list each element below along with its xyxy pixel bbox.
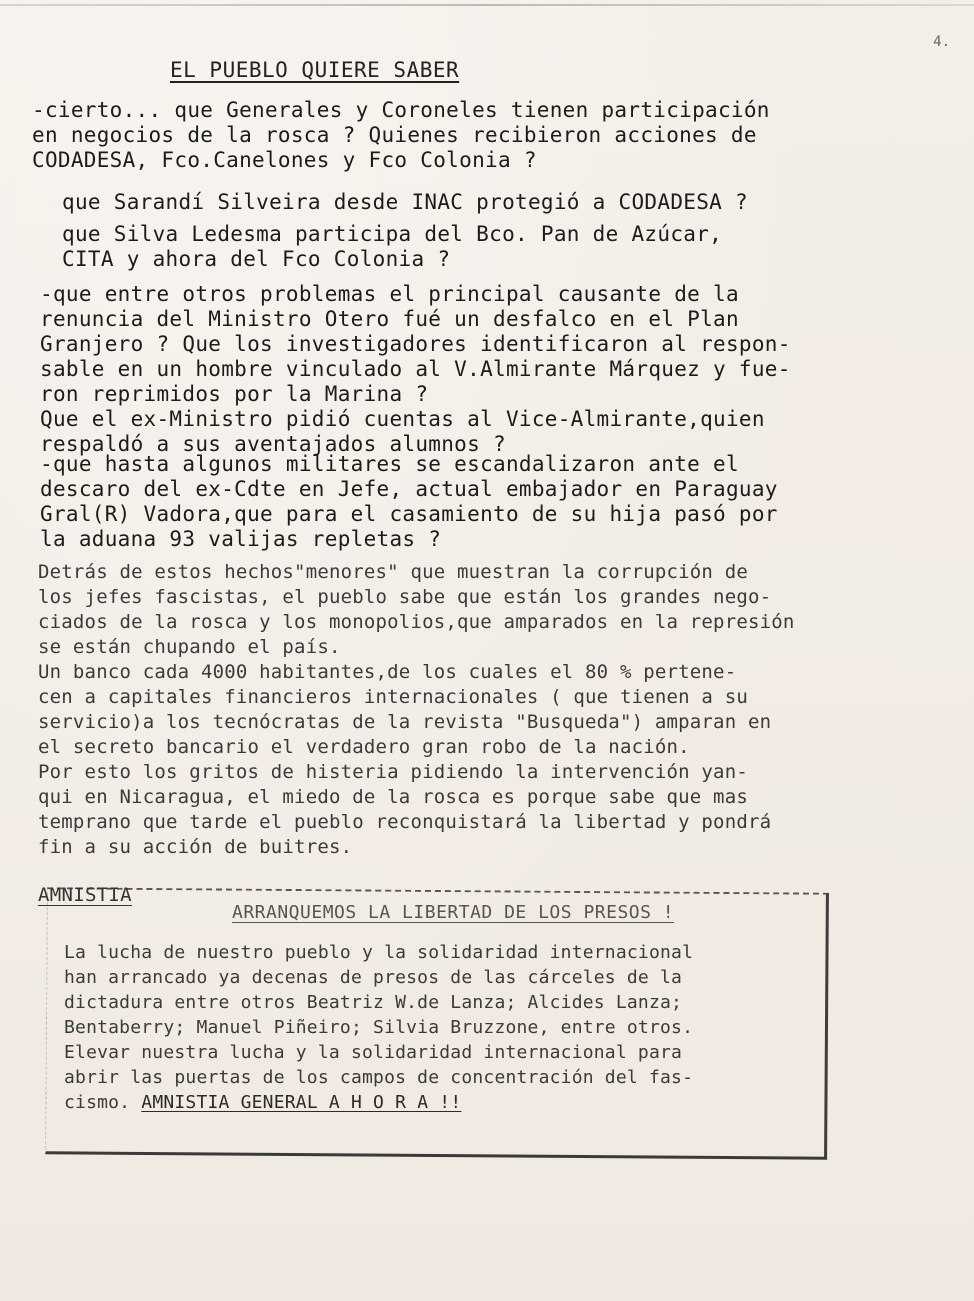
text-line: que Silva Ledesma participa del Bco. Pan de Azúcar, — [62, 222, 723, 246]
body-paragraph — [38, 560, 795, 860]
text-line: dictadura entre otros Beatriz W.de Lanza; Alcides Lanza; — [64, 992, 683, 1013]
amnesty-call-to-action: AMNISTIA GENERAL A H O R A !! — [141, 1092, 462, 1113]
question-paragraph-3 — [62, 222, 722, 272]
question-paragraph-5 — [40, 452, 778, 552]
text-line: Por esto los gritos de histeria pidiendo la intervención yan- — [38, 761, 748, 783]
text-line: Un banco cada 4000 habitantes,de los cuales el 80 % pertene- — [38, 661, 737, 683]
text-line: La lucha de nuestro pueblo y la solidaridad internacional — [64, 942, 694, 963]
text-line: Granjero ? Que los investigadores identificaron al respon- — [40, 332, 791, 356]
text-line: qui en Nicaragua, el miedo de la rosca es porque sabe que mas — [38, 786, 748, 808]
text-line: en negocios de la rosca ? Quienes recibieron acciones de — [32, 123, 757, 147]
text-line: CODADESA, Fco.Canelones y Fco Colonia ? — [32, 148, 537, 172]
question-paragraph-1 — [32, 98, 770, 173]
text-line — [64, 1090, 693, 1115]
amnesty-label: AMNISTIA — [38, 884, 132, 906]
text-line: que Sarandí Silveira desde INAC protegió a CODADESA ? — [62, 190, 748, 214]
page-title: EL PUEBLO QUIERE SABER — [170, 58, 460, 82]
amnesty-text — [64, 940, 693, 1115]
text-line: abrir las puertas de los campos de concentración del fas- — [64, 1067, 694, 1088]
text-line: se están chupando el país. — [38, 636, 341, 658]
text-line: CITA y ahora del Fco Colonia ? — [62, 247, 451, 271]
text-line: ron reprimidos por la Marina ? — [40, 382, 429, 406]
question-paragraph-2 — [62, 190, 748, 215]
text-line: temprano que tarde el pueblo reconquistará la libertad y pondrá — [38, 811, 772, 833]
amnesty-heading: ARRANQUEMOS LA LIBERTAD DE LOS PRESOS ! — [232, 902, 675, 923]
page-edge-shadow — [0, 4, 974, 6]
text-line: Gral(R) Vadora,que para el casamiento de su hija pasó por — [40, 502, 778, 526]
text-line: ciados de la rosca y los monopolios,que amparados en la represión — [38, 611, 795, 633]
text-line: descaro del ex-Cdte en Jefe, actual embajador en Paraguay — [40, 477, 778, 501]
text-line: renuncia del Ministro Otero fué un desfalco en el Plan — [40, 307, 739, 331]
text-line: los jefes fascistas, el pueblo sabe que están los grandes nego- — [38, 586, 772, 608]
text-line: sable en un hombre vinculado al V.Almirante Márquez y fue- — [40, 357, 791, 381]
text-line: el secreto bancario el verdadero gran robo de la nación. — [38, 736, 690, 758]
text-line: Bentaberry; Manuel Piñeiro; Silvia Bruzzone, entre otros. — [64, 1017, 694, 1038]
text-line: Detrás de estos hechos"menores" que muestran la corrupción de — [38, 561, 748, 583]
question-paragraph-4 — [40, 282, 791, 457]
text-line: han arrancado ya decenas de presos de las cárceles de la — [64, 967, 683, 988]
text-line: -que hasta algunos militares se escandalizaron ante el — [40, 452, 739, 476]
text-line-tail: cismo. — [64, 1092, 131, 1113]
corner-mark: 4. — [933, 34, 950, 50]
text-line: servicio)a los tecnócratas de la revista "Busqueda") amparan en — [38, 711, 772, 733]
text-line: Que el ex-Ministro pidió cuentas al Vice-Almirante,quien — [40, 407, 765, 431]
text-line: la aduana 93 valijas repletas ? — [40, 527, 442, 551]
text-line: fin a su acción de buitres. — [38, 836, 353, 858]
text-line: respaldó a sus aventajados alumnos ? — [40, 432, 506, 456]
text-line: -cierto... que Generales y Coroneles tienen participación — [32, 98, 770, 122]
text-line: cen a capitales financieros internacionales ( que tienen a su — [38, 686, 748, 708]
text-line: Elevar nuestra lucha y la solidaridad internacional para — [64, 1042, 683, 1063]
text-line: -que entre otros problemas el principal causante de la — [40, 282, 739, 306]
